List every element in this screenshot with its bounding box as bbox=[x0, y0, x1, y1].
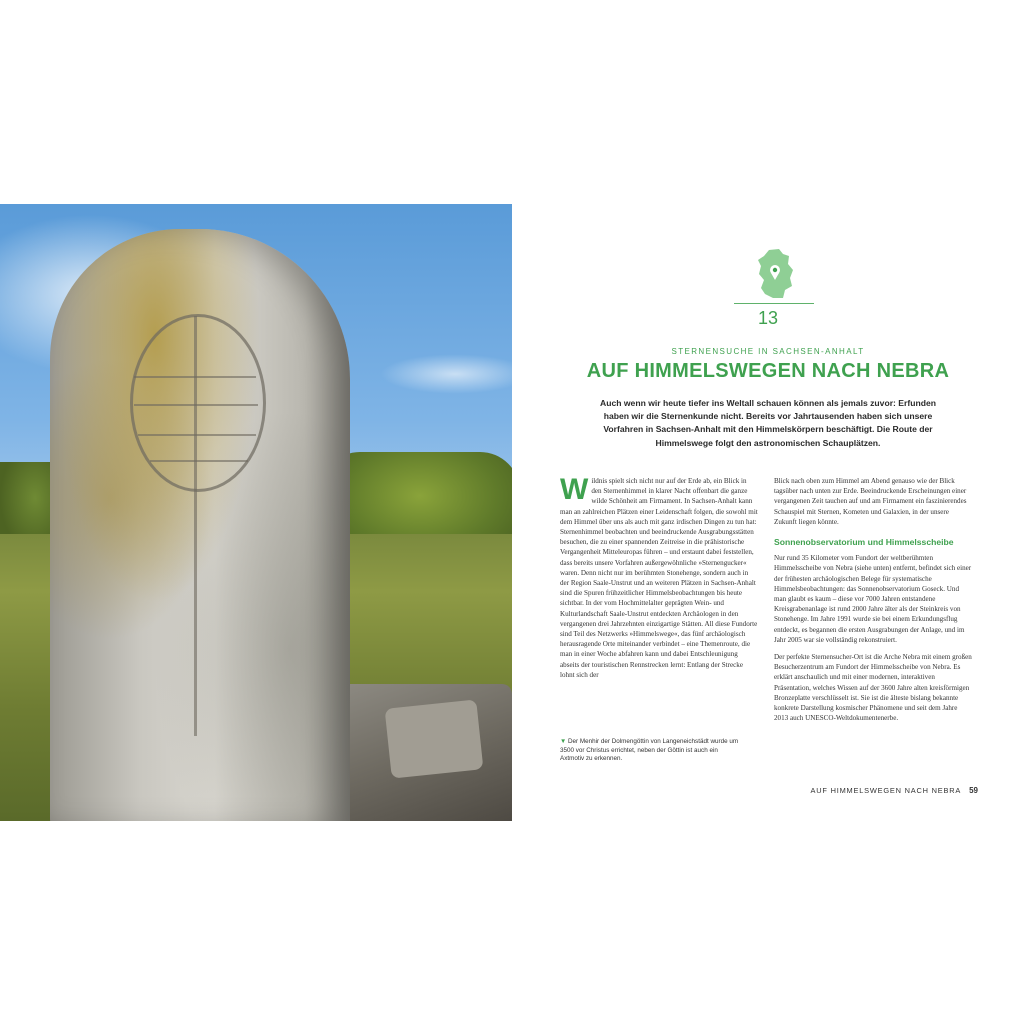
body-paragraph bbox=[560, 473, 758, 680]
photo-caption bbox=[560, 738, 742, 764]
body-column-2 bbox=[774, 476, 972, 723]
caption-text: Der Menhir der Dolmengöttin von Langeneichstädt wurde um 3500 vor Christus errichtet, neben der Göttin ist auch ein Axtmotiv zu erkennen. bbox=[560, 738, 739, 763]
body-paragraph: Blick nach oben zum Himmel am Abend genauso wie der Blick tagsüber nach unten zur Erde. Beeindruckende Erscheinungen einer vergangenen Zeit tauchen auf und am Firmament ein faszinierendes Schauspiel mit Sternen, Kometen und Galaxien, in der unsere Zukunft liegen könnte. bbox=[774, 477, 967, 526]
body-paragraph: Nur rund 35 Kilometer vom Fundort der weltberühmten Himmelsscheibe von Nebra (siehe unten) entfernt, befindet sich einer der frühesten archäologischen Belege für systematische Himmelsbeobachtungen: das Sonnenobservatorium Goseck. Und man glaubt es kaum – diese vor 7000 Jahren entstandene Kreisgrabenanlage ist rund 2000 Jahre älter als der Steinkreis von Stonehenge. Im Jahre 1991 wurde sie bei einem Erkundungsflug entdeckt, es begannen die ersten Ausgrabungen der Anlage, und im Jahr 2005 war sie vollständig rekonstruiert. bbox=[774, 554, 972, 644]
page-footer bbox=[811, 786, 978, 795]
stone-carving-line bbox=[194, 316, 197, 736]
photo-cloud bbox=[380, 354, 512, 394]
body-text: ildnis spielt sich nicht nur auf der Erde ab, ein Blick in den Sternenhimmel in klarer Nacht offenbart die ganze wilde Schönheit am Firmament. In Sachsen-Anhalt kann man an zahlreichen Plätzen einer Leidenschaft folgen, die sowohl mit dem Himmel über uns als auch mit ganz irdischen Dingen zu tun hat: Sternenhimmel beobachten und beeindruckende Ausgrabungsstätten besuchen, die zu einer spannenden Zeitreise in die prähistorische Vergangenheit Mitteleuropas führen – und erstaunt dabei feststellen, dass bereits unsere Vorfahren außergewöhnliche »Sternengucker« waren. Denn nicht nur im berühmten Stonehenge, sondern auch in der Region Saale-Unstrut und an weiteren Plätzen in Sachsen-Anhalt sind die Spuren frühzeitlicher Himmelsbeobachtungen bis heute sichtbar. In der vom Hochmittelalter geprägten Wein- und Kulturlandschaft Saale-Unstrut entdeckten Archäologen in den vergangenen drei Jahrzehnten einzigartige Stätten. All diese Fundorte sind Teil des Netzwerks »Himmelswege«, das fünf archäologisch herausragende Orte miteinander verbindet – eine Themenroute, die man in einer Woche abfahren kann und dabei Entschleunigung abseits der touristischen Rennstrecken lernt: Entlang der Strecke lohnt sich der bbox=[560, 477, 758, 679]
section-subhead: Sonnenobservatorium und Himmelsscheibe bbox=[774, 537, 954, 548]
caption-marker-icon: ▼ bbox=[560, 738, 567, 745]
page-number: 59 bbox=[969, 786, 978, 795]
body-column-1 bbox=[560, 473, 758, 680]
stone-carving-line bbox=[134, 376, 256, 378]
lead-paragraph: Auch wenn wir heute tiefer ins Weltall schauen können als jemals zuvor: Erfunden haben wir die Sternenkunde nicht. Bereits vor Jahrtausenden haben sich unsere Vorfahren in Sachsen-Anhalt mit den Himmelskörpern beschäftigt. Die Route der Himmelswege folgt den astronomischen Schauplätzen. bbox=[599, 398, 937, 448]
book-spread bbox=[0, 204, 1024, 821]
stone-carving-oval bbox=[130, 314, 266, 492]
text-page bbox=[512, 204, 1024, 821]
chapter-title: AUF HIMMELSWEGEN NACH NEBRA bbox=[586, 360, 950, 382]
body-paragraph: Der perfekte Sternensucher-Ort ist die Arche Nebra mit einem großen Besucherzentrum am Fundort der Himmelsscheibe von Nebra. Es erklärt anschaulich und mit einer modernen, interaktiven Präsentation, welches Wissen auf der 3600 Jahre alten kreisförmigen Bronzeplatte verschlüsselt ist. Sie ist die älteste bislang bekannte konkrete Darstellung kosmischer Phänomene und seit dem Jahre 2013 auch UNESCO-Weltdokumentenerbe. bbox=[774, 653, 972, 723]
stone-carving-line bbox=[150, 460, 248, 462]
menhir-photo bbox=[0, 204, 512, 821]
stone-carving-line bbox=[138, 434, 256, 436]
drop-cap: W bbox=[560, 473, 589, 506]
stone-carving-line bbox=[134, 404, 258, 406]
chapter-rule bbox=[734, 303, 814, 304]
germany-map-pin-icon bbox=[755, 248, 795, 300]
running-head: AUF HIMMELSWEGEN NACH NEBRA bbox=[810, 786, 962, 795]
photo-rock bbox=[385, 699, 484, 778]
chapter-number: 13 bbox=[757, 308, 779, 328]
chapter-kicker: STERNENSUCHE IN SACHSEN-ANHALT bbox=[671, 347, 865, 356]
